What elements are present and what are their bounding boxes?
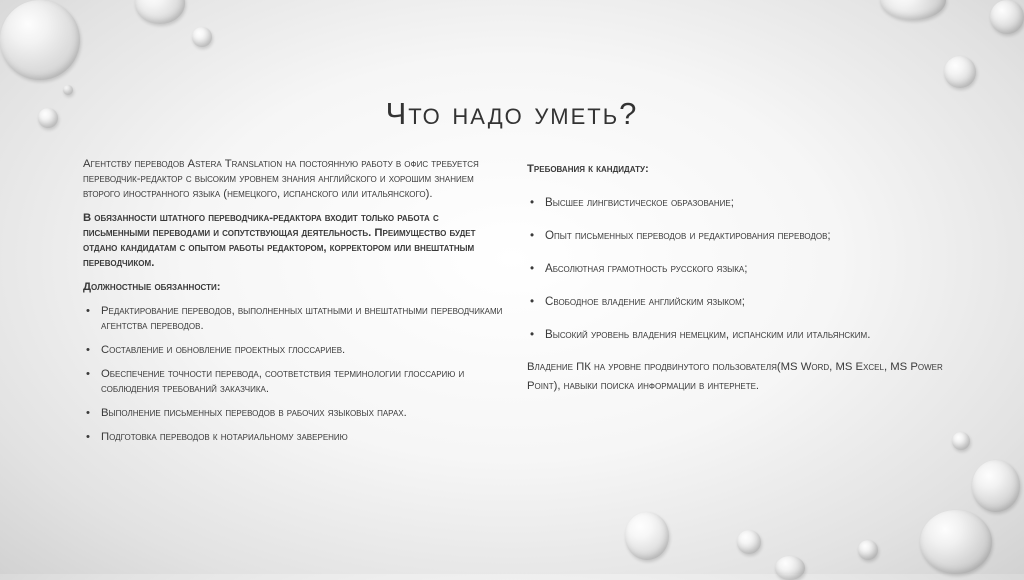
list-item: • Обеспечение точности перевода, соответствия терминологии глоссарию и соблюдения требований заказчика. <box>83 367 503 397</box>
water-drop-decoration <box>0 0 80 80</box>
right-column <box>527 160 947 405</box>
water-drop-decoration <box>880 0 946 20</box>
duties-list <box>83 304 503 445</box>
water-drop-decoration <box>737 530 761 554</box>
water-drop-decoration <box>952 432 970 450</box>
water-drop-decoration <box>858 540 878 560</box>
list-item: • Свободное владение английским языком; <box>527 292 947 311</box>
list-item: • Опыт письменных переводов и редактирования переводов; <box>527 226 947 245</box>
intro-paragraph: Агентству переводов Astera Translation на постоянную работу в офис требуется переводчик-редактор с высоким уровнем знания английского и хорошим знанием второго иностранного языка (немецкого, испанского или итальянского). <box>83 158 479 200</box>
responsibilities-paragraph: В обязанности штатного переводчика-редактора входит только работа с письменными переводами и сопутствующая деятельность. Преимущество будет отдано кандидатам с опытом работы редактором, корректором или внештатным переводчиком. <box>83 212 476 269</box>
pc-skills-paragraph: Владение ПК на уровне продвинутого пользователя(MS Word, MS Excel, MS Power Point), навыки поиска информации в интернете. <box>527 361 943 392</box>
list-item: • Подготовка переводов к нотариальному заверению <box>83 430 503 445</box>
water-drop-decoration <box>990 0 1024 34</box>
slide-title: Что надо уметь? <box>385 96 639 131</box>
list-item: • Составление и обновление проектных глоссариев. <box>83 343 503 358</box>
water-drop-decoration <box>920 510 992 574</box>
water-drop-decoration <box>775 556 805 580</box>
water-drop-decoration <box>63 85 73 95</box>
water-drop-decoration <box>625 512 669 560</box>
list-item: • Выполнение письменных переводов в рабочих языковых парах. <box>83 406 503 421</box>
duties-heading: Должностные обязанности: <box>83 281 221 293</box>
left-column <box>83 157 503 454</box>
water-drop-decoration <box>192 27 212 47</box>
list-item: • Высокий уровень владения немецким, испанским или итальянским. <box>527 325 947 344</box>
requirements-list <box>527 193 947 344</box>
list-item: • Абсолютная грамотность русского языка; <box>527 259 947 278</box>
list-item: • Редактирование переводов, выполненных штатными и внештатными переводчиками агентства переводов. <box>83 304 503 334</box>
requirements-heading: Требования к кандидату: <box>527 163 649 175</box>
water-drop-decoration <box>972 460 1020 512</box>
list-item: • Высшее лингвистическое образование; <box>527 193 947 212</box>
water-drop-decoration <box>135 0 185 24</box>
water-drop-decoration <box>944 56 976 88</box>
